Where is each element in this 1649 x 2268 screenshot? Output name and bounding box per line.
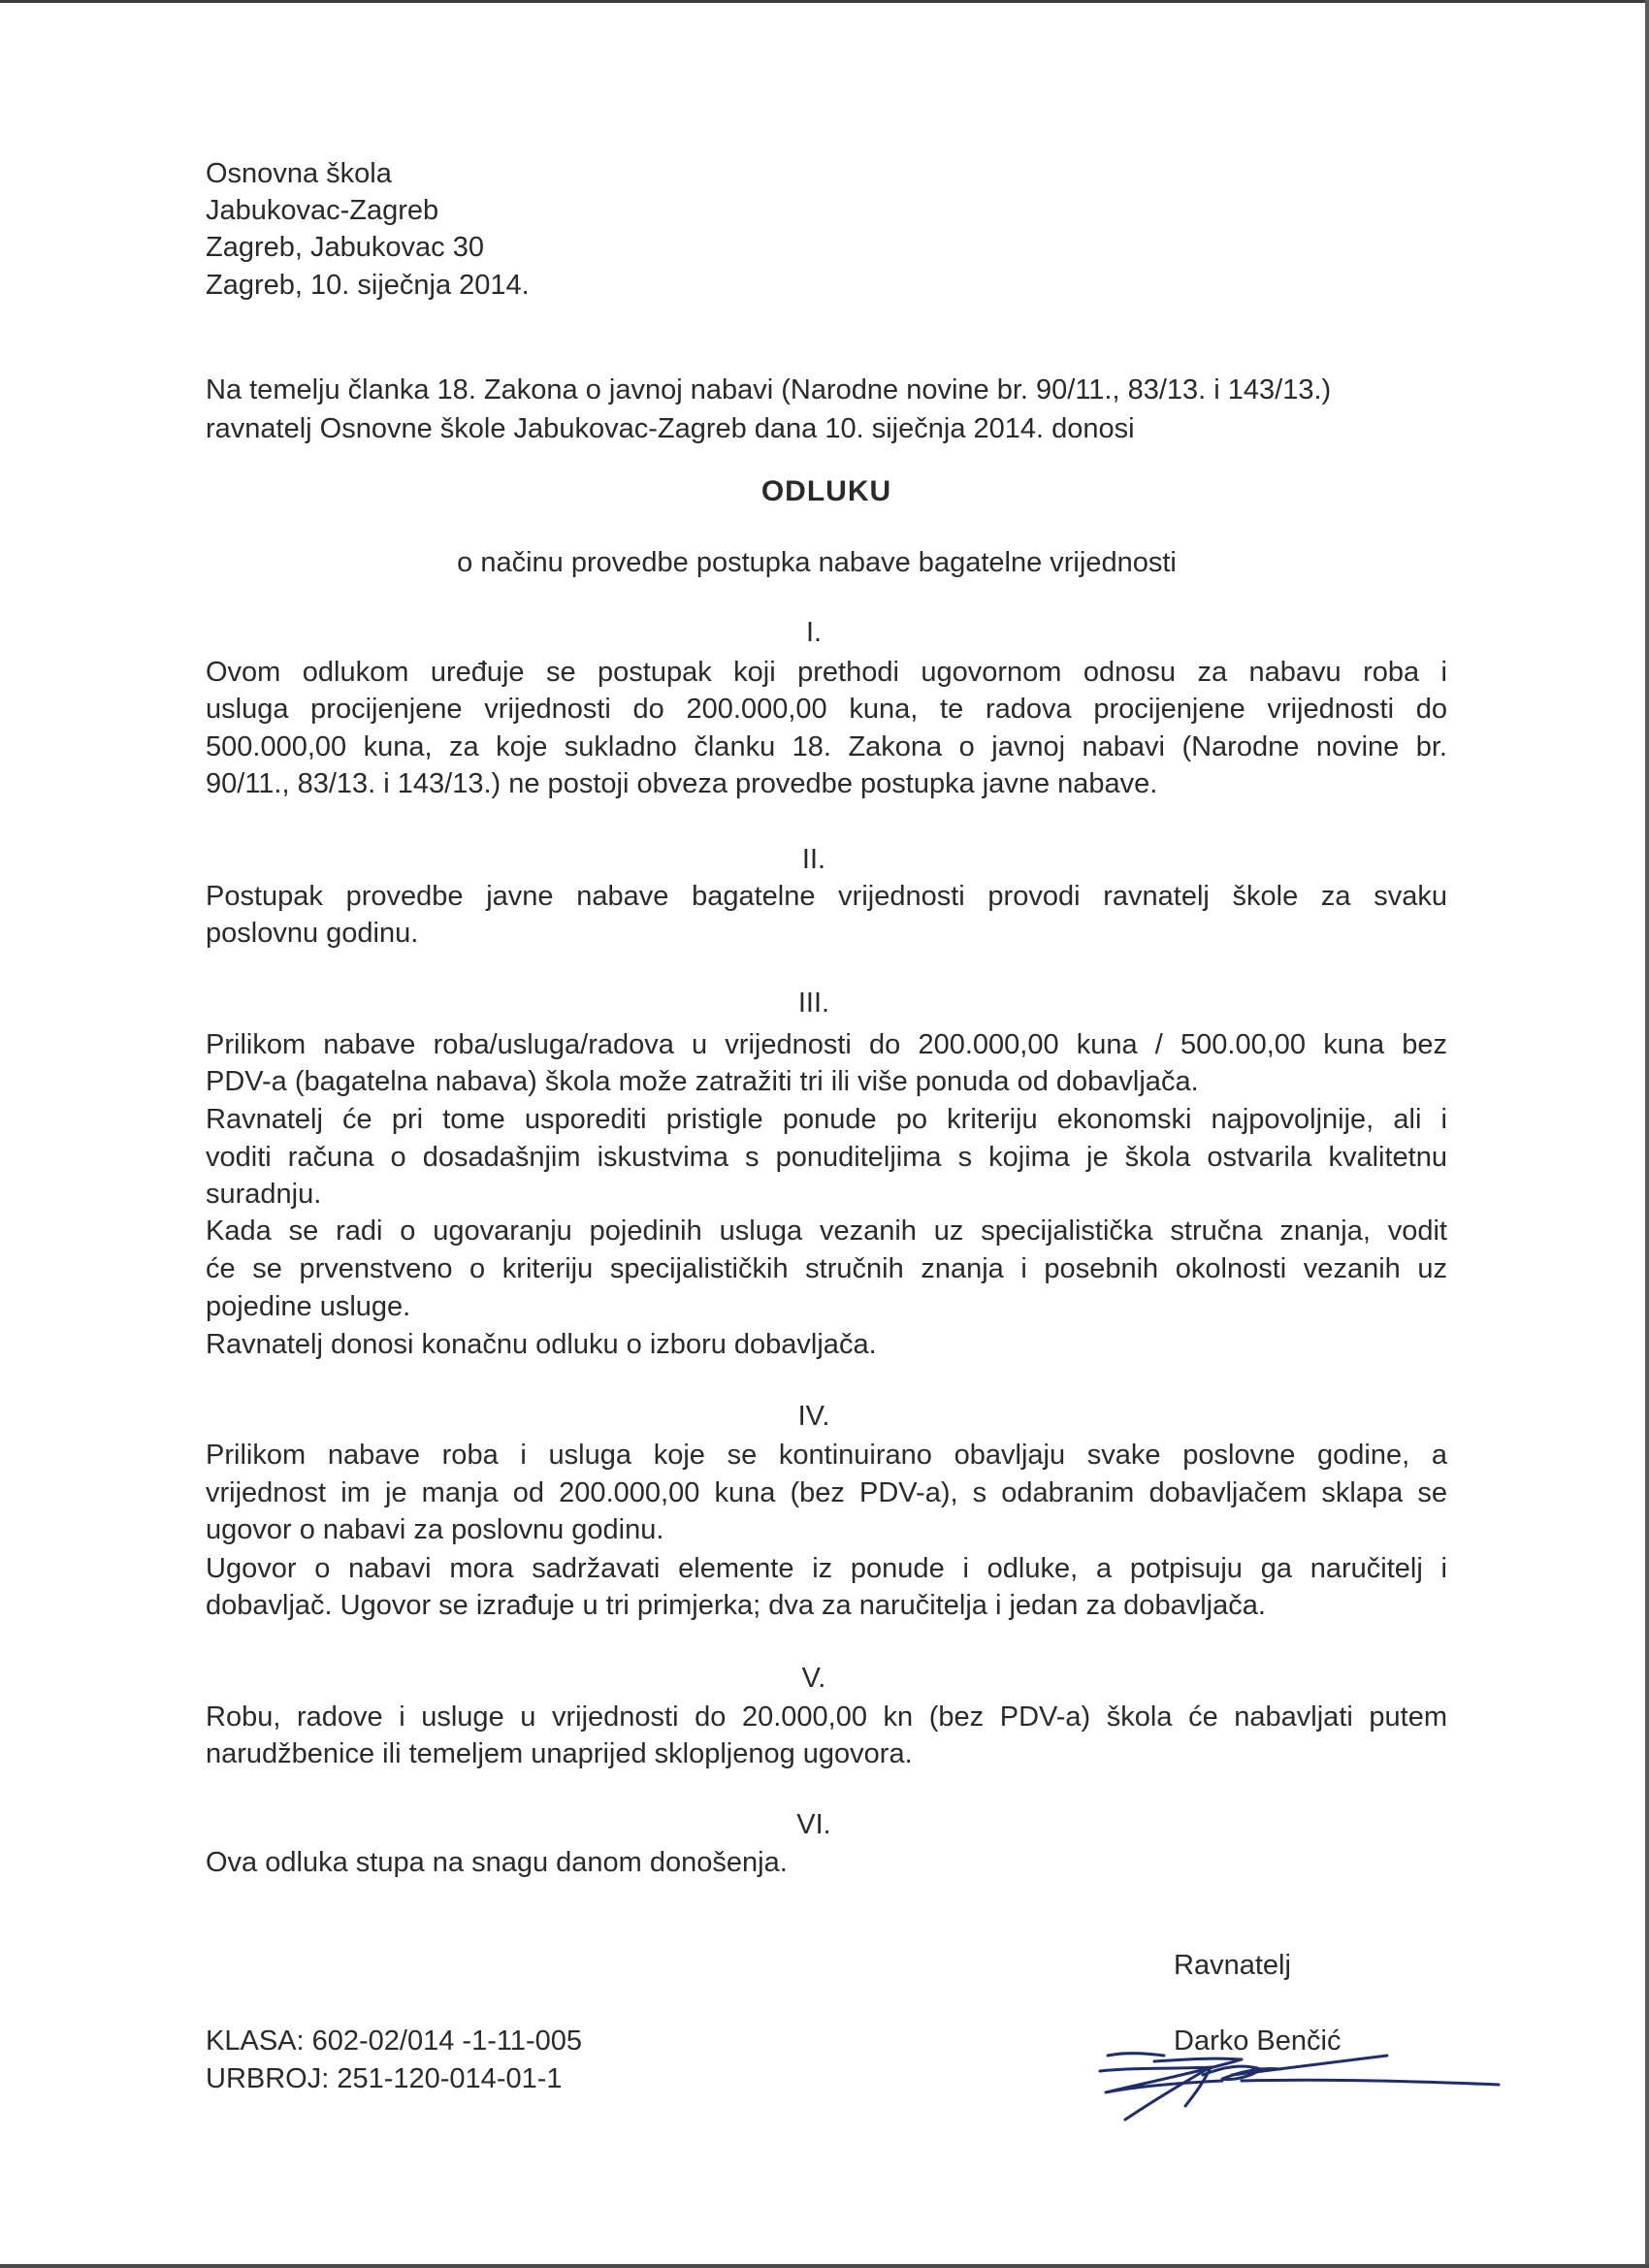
section-3-line: PDV-a (bagatelna nabava) škola može zatražiti tri ili više ponuda od dobavljača. xyxy=(206,1066,1199,1097)
section-4-line: Ugovor o nabavi mora sadržavati elemente iz ponude i odluke, a potpisuju ga naručitelj i xyxy=(206,1553,1447,1584)
section-3-line: suradnju. xyxy=(206,1179,322,1210)
school-name-line2: Jabukovac-Zagreb xyxy=(206,195,439,226)
section-3-line: će se prvenstveno o kriteriju specijalističkih stručnih znanja i posebnih okolnosti vezanih uz xyxy=(206,1253,1447,1284)
section-5-line: Robu, radove i usluge u vrijednosti do 20.000,00 kn (bez PDV-a) škola će nabavljati putem xyxy=(206,1701,1447,1733)
school-address: Zagreb, Jabukovac 30 xyxy=(206,232,484,263)
intro-line-2: ravnatelj Osnovne škole Jabukovac-Zagreb dana 10. siječnja 2014. donosi xyxy=(206,413,1135,444)
section-1-line: usluga procijenjene vrijednosti do 200.000,00 kuna, te radova procijenjene vrijednosti do xyxy=(206,694,1447,725)
section-3-line: Ravnatelj će pri tome usporediti pristigle ponude po kriteriju ekonomski najpovoljnije, ali i xyxy=(206,1104,1447,1135)
section-5-numeral: V. xyxy=(801,1663,826,1694)
section-4-line: ugovor o nabavi za poslovnu godinu. xyxy=(206,1514,664,1545)
section-4-line: Prilikom nabave roba i usluga koje se kontinuirano obavljaju svake poslovne godine, a xyxy=(206,1440,1447,1471)
school-name-line1: Osnovna škola xyxy=(206,158,392,189)
section-6-numeral: VI. xyxy=(796,1809,831,1840)
section-6-line: Ova odluka stupa na snagu danom donošenja. xyxy=(206,1847,788,1878)
section-4-line: vrijednost im je manja od 200.000,00 kuna (bez PDV-a), s odabranim dobavljačem sklapa se xyxy=(206,1477,1447,1508)
signatory-name: Darko Benčić xyxy=(1174,2025,1342,2057)
klasa-reference: KLASA: 602-02/014 -1-11-005 xyxy=(206,2025,583,2057)
section-3-line: voditi računa o dosadašnjim iskustvima s ponuditeljima s kojima je škola ostvarila kvalitetnu xyxy=(206,1142,1447,1173)
section-2-line: poslovnu godinu. xyxy=(206,918,419,949)
section-1-line: 500.000,00 kuna, za koje sukladno članku 18. Zakona o javnoj nabavi (Narodne novine br. xyxy=(206,731,1447,762)
document-title: ODLUKU xyxy=(760,475,892,507)
section-2-line: Postupak provedbe javne nabave bagatelne vrijednosti provodi ravnatelj škole za svaku xyxy=(206,881,1447,912)
place-date: Zagreb, 10. siječnja 2014. xyxy=(206,270,530,301)
section-3-line: Prilikom nabave roba/usluga/radova u vrijednosti do 200.000,00 kuna / 500.00,00 kuna bez xyxy=(206,1029,1447,1060)
section-1-line: 90/11., 83/13. i 143/13.) ne postoji obveza provedbe postupka javne nabave. xyxy=(206,768,1158,799)
scan-edge-bottom xyxy=(0,2264,1649,2268)
signature-drawing xyxy=(1096,2042,1504,2129)
section-3-line: Kada se radi o ugovaranju pojedinih usluga vezanih uz specijalistička stručna znanja, vodit xyxy=(206,1215,1447,1247)
document-subtitle: o načinu provedbe postupka nabave bagatelne vrijednosti xyxy=(457,547,1177,578)
section-3-line: Ravnatelj donosi konačnu odluku o izboru dobavljača. xyxy=(206,1329,877,1360)
section-5-line: narudžbenice ili temeljem unaprijed sklopljenog ugovora. xyxy=(206,1738,913,1769)
scan-edge-right xyxy=(1645,0,1649,2268)
intro-line-1: Na temelju članka 18. Zakona o javnoj nabavi (Narodne novine br. 90/11., 83/13. i 143/13.) xyxy=(206,374,1332,405)
urbroj-reference: URBROJ: 251-120-014-01-1 xyxy=(206,2063,563,2094)
scan-edge-top xyxy=(0,0,1649,3)
signatory-role: Ravnatelj xyxy=(1174,1950,1291,1981)
section-4-numeral: IV. xyxy=(797,1401,830,1432)
section-3-line: pojedine usluge. xyxy=(206,1291,411,1322)
section-3-numeral: III. xyxy=(797,988,830,1019)
handwritten-signature xyxy=(1096,2042,1504,2129)
section-1-line: Ovom odlukom uređuje se postupak koji prethodi ugovornom odnosu za nabavu roba i xyxy=(206,657,1447,688)
section-4-line: dobavljač. Ugovor se izrađuje u tri primjerka; dva za naručitelja i jedan za dobavljača. xyxy=(206,1590,1266,1621)
section-2-numeral: II. xyxy=(801,844,826,875)
section-1-numeral: I. xyxy=(805,617,823,648)
